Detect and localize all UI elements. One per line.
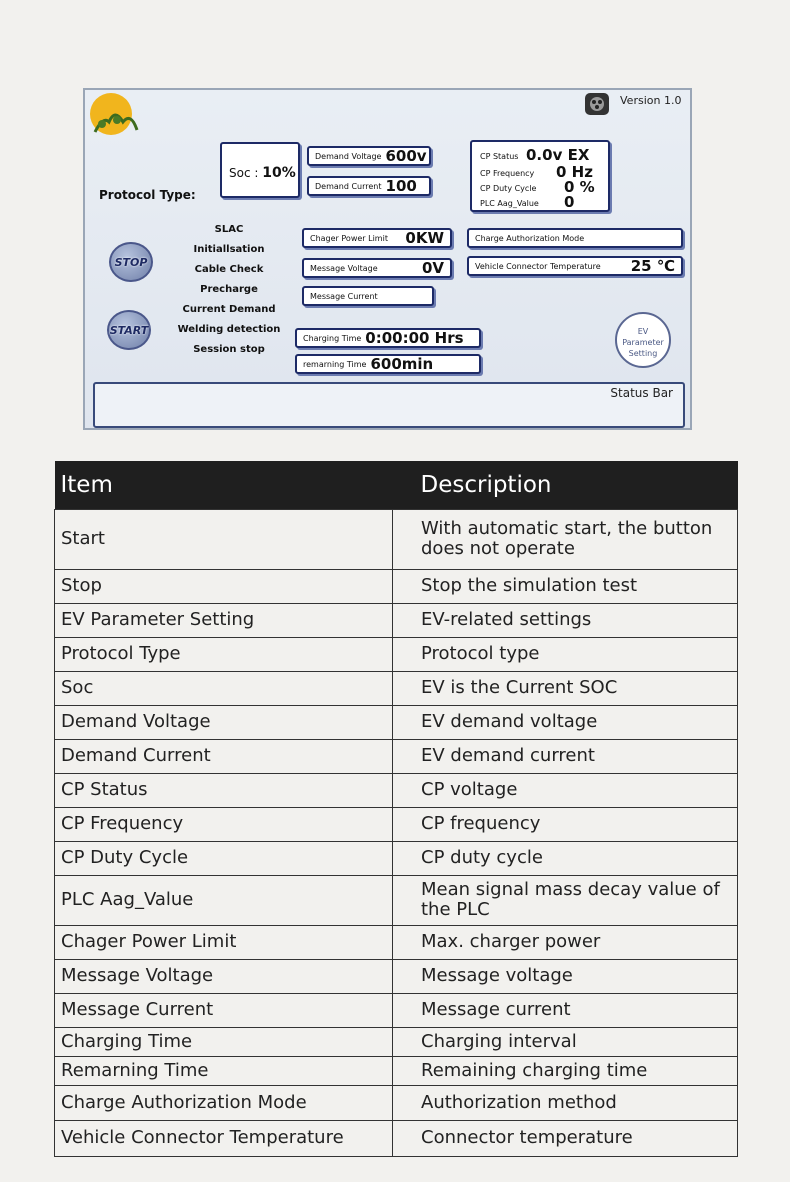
start-button[interactable]: START (107, 310, 151, 350)
step-item: Cable Check (194, 264, 264, 275)
demand-current-value: 100 (385, 177, 417, 195)
remaining-time-field (295, 354, 481, 374)
remaining-time-label: remarning Time (303, 359, 367, 369)
table-row (55, 671, 738, 705)
table-cell-item: Stop (55, 569, 393, 603)
charging-time-label: Charging Time (303, 333, 362, 343)
step-item: Session stop (193, 344, 265, 355)
table-cell-item: Protocol Type (55, 637, 393, 671)
message-voltage-field (302, 258, 452, 278)
demand-voltage-label: Demand Voltage (315, 151, 382, 161)
table-row (55, 773, 738, 807)
column-header-description: Description (393, 461, 738, 509)
ev-param-line: EV (637, 327, 649, 336)
table-cell-description: CP frequency (393, 807, 738, 841)
ev-param-line: Parameter (622, 338, 664, 347)
table-cell-description: EV is the Current SOC (393, 671, 738, 705)
cp-frequency-value: 0 Hz (556, 163, 593, 181)
table-cell-item: CP Duty Cycle (55, 841, 393, 875)
table-cell-description: EV-related settings (393, 603, 738, 637)
table-cell-description: Message voltage (393, 959, 738, 993)
demand-current-label: Demand Current (315, 181, 382, 191)
table-cell-description: Protocol type (393, 637, 738, 671)
charging-time-field (295, 328, 481, 348)
description-table (54, 461, 738, 1157)
table-row (55, 1027, 738, 1056)
ev-param-line: Setting (628, 349, 658, 358)
table-cell-item: Demand Current (55, 739, 393, 773)
table-cell-item: Remarning Time (55, 1056, 393, 1085)
cp-status-value: 0.0v EX (526, 146, 590, 164)
connector-icon (582, 92, 612, 116)
cp-panel (470, 140, 610, 212)
logo-icon (87, 92, 143, 140)
message-voltage-label: Message Voltage (310, 263, 378, 273)
table-cell-description: Stop the simulation test (393, 569, 738, 603)
table-cell-description: EV demand voltage (393, 705, 738, 739)
connector-temp-field (467, 256, 683, 276)
plc-value: 0 (564, 193, 575, 211)
table-cell-item: Vehicle Connector Temperature (55, 1120, 393, 1156)
step-item: Current Demand (182, 304, 276, 315)
table-row (55, 1085, 738, 1120)
simulator-screen (83, 88, 692, 430)
soc-box (220, 142, 300, 198)
cp-frequency-label: CP Frequency (480, 169, 535, 178)
table-cell-item: Message Voltage (55, 959, 393, 993)
table-cell-description: Max. charger power (393, 925, 738, 959)
column-header-item: Item (55, 461, 393, 509)
table-row (55, 1120, 738, 1156)
table-cell-description: Authorization method (393, 1085, 738, 1120)
table-cell-item: Message Current (55, 993, 393, 1027)
table-row (55, 569, 738, 603)
table-row (55, 1056, 738, 1085)
stop-button[interactable]: STOP (109, 242, 153, 282)
table-cell-item: PLC Aag_Value (55, 875, 393, 925)
cp-duty-value: 0 % (564, 178, 595, 196)
plc-row (480, 193, 575, 211)
ev-parameter-setting-button[interactable] (615, 312, 671, 368)
soc-value: 10% (262, 165, 296, 181)
table-cell-item: CP Frequency (55, 807, 393, 841)
step-item: SLAC (214, 224, 244, 235)
table-row (55, 875, 738, 925)
table-row (55, 603, 738, 637)
table-cell-description: With automatic start, the button does not operate (393, 509, 738, 569)
connector-temp-label: Vehicle Connector Temperature (475, 261, 601, 271)
step-item: Welding detection (177, 324, 281, 335)
table-cell-item: Soc (55, 671, 393, 705)
table-header-row (55, 461, 738, 509)
charger-power-limit-value: 0KW (405, 229, 444, 247)
table-cell-item: CP Status (55, 773, 393, 807)
table-row (55, 841, 738, 875)
cp-frequency-row (480, 163, 593, 181)
table-row (55, 993, 738, 1027)
table-cell-item: Start (55, 509, 393, 569)
table-cell-description: EV demand current (393, 739, 738, 773)
table-cell-description: Remaining charging time (393, 1056, 738, 1085)
status-bar (93, 382, 685, 428)
table-cell-description: Charging interval (393, 1027, 738, 1056)
remaining-time-value: 600min (370, 355, 434, 373)
charging-time-value: 0:00:00 Hrs (365, 329, 464, 347)
step-item: Initiallsation (193, 244, 265, 255)
message-current-label: Message Current (310, 291, 378, 301)
demand-voltage-field (307, 146, 431, 166)
cp-status-label: CP Status (480, 152, 519, 161)
plc-label: PLC Aag_Value (480, 199, 539, 208)
table-cell-item: Chager Power Limit (55, 925, 393, 959)
table-cell-description: CP voltage (393, 773, 738, 807)
table-cell-item: EV Parameter Setting (55, 603, 393, 637)
step-item: Precharge (200, 284, 258, 295)
table-row (55, 925, 738, 959)
soc-label: Soc : (229, 166, 263, 180)
charger-power-limit-field (302, 228, 452, 248)
table-row (55, 959, 738, 993)
table-cell-description: Connector temperature (393, 1120, 738, 1156)
protocol-type-label: Protocol Type: (99, 188, 196, 202)
cp-duty-row (480, 178, 595, 196)
table-row (55, 509, 738, 569)
demand-voltage-value: 600v (385, 147, 427, 165)
table-row (55, 637, 738, 671)
cp-status-row (480, 146, 590, 164)
table-row (55, 739, 738, 773)
table-cell-item: Demand Voltage (55, 705, 393, 739)
table-cell-description: Mean signal mass decay value of the PLC (393, 875, 738, 925)
cp-duty-label: CP Duty Cycle (480, 184, 537, 193)
table-row (55, 705, 738, 739)
table-cell-item: Charging Time (55, 1027, 393, 1056)
charge-auth-mode-field (467, 228, 683, 248)
session-steps (169, 220, 289, 360)
connector-temp-value: 25 ℃ (630, 257, 675, 275)
message-current-field (302, 286, 434, 306)
message-voltage-value: 0V (421, 259, 444, 277)
charge-auth-mode-label: Charge Authorization Mode (475, 233, 585, 243)
table-cell-item: Charge Authorization Mode (55, 1085, 393, 1120)
table-row (55, 807, 738, 841)
table-cell-description: Message current (393, 993, 738, 1027)
demand-current-field (307, 176, 431, 196)
version-label: Version 1.0 (620, 94, 682, 107)
status-bar-label: Status Bar (610, 386, 673, 400)
charger-power-limit-label: Chager Power Limit (310, 233, 388, 243)
table-cell-description: CP duty cycle (393, 841, 738, 875)
